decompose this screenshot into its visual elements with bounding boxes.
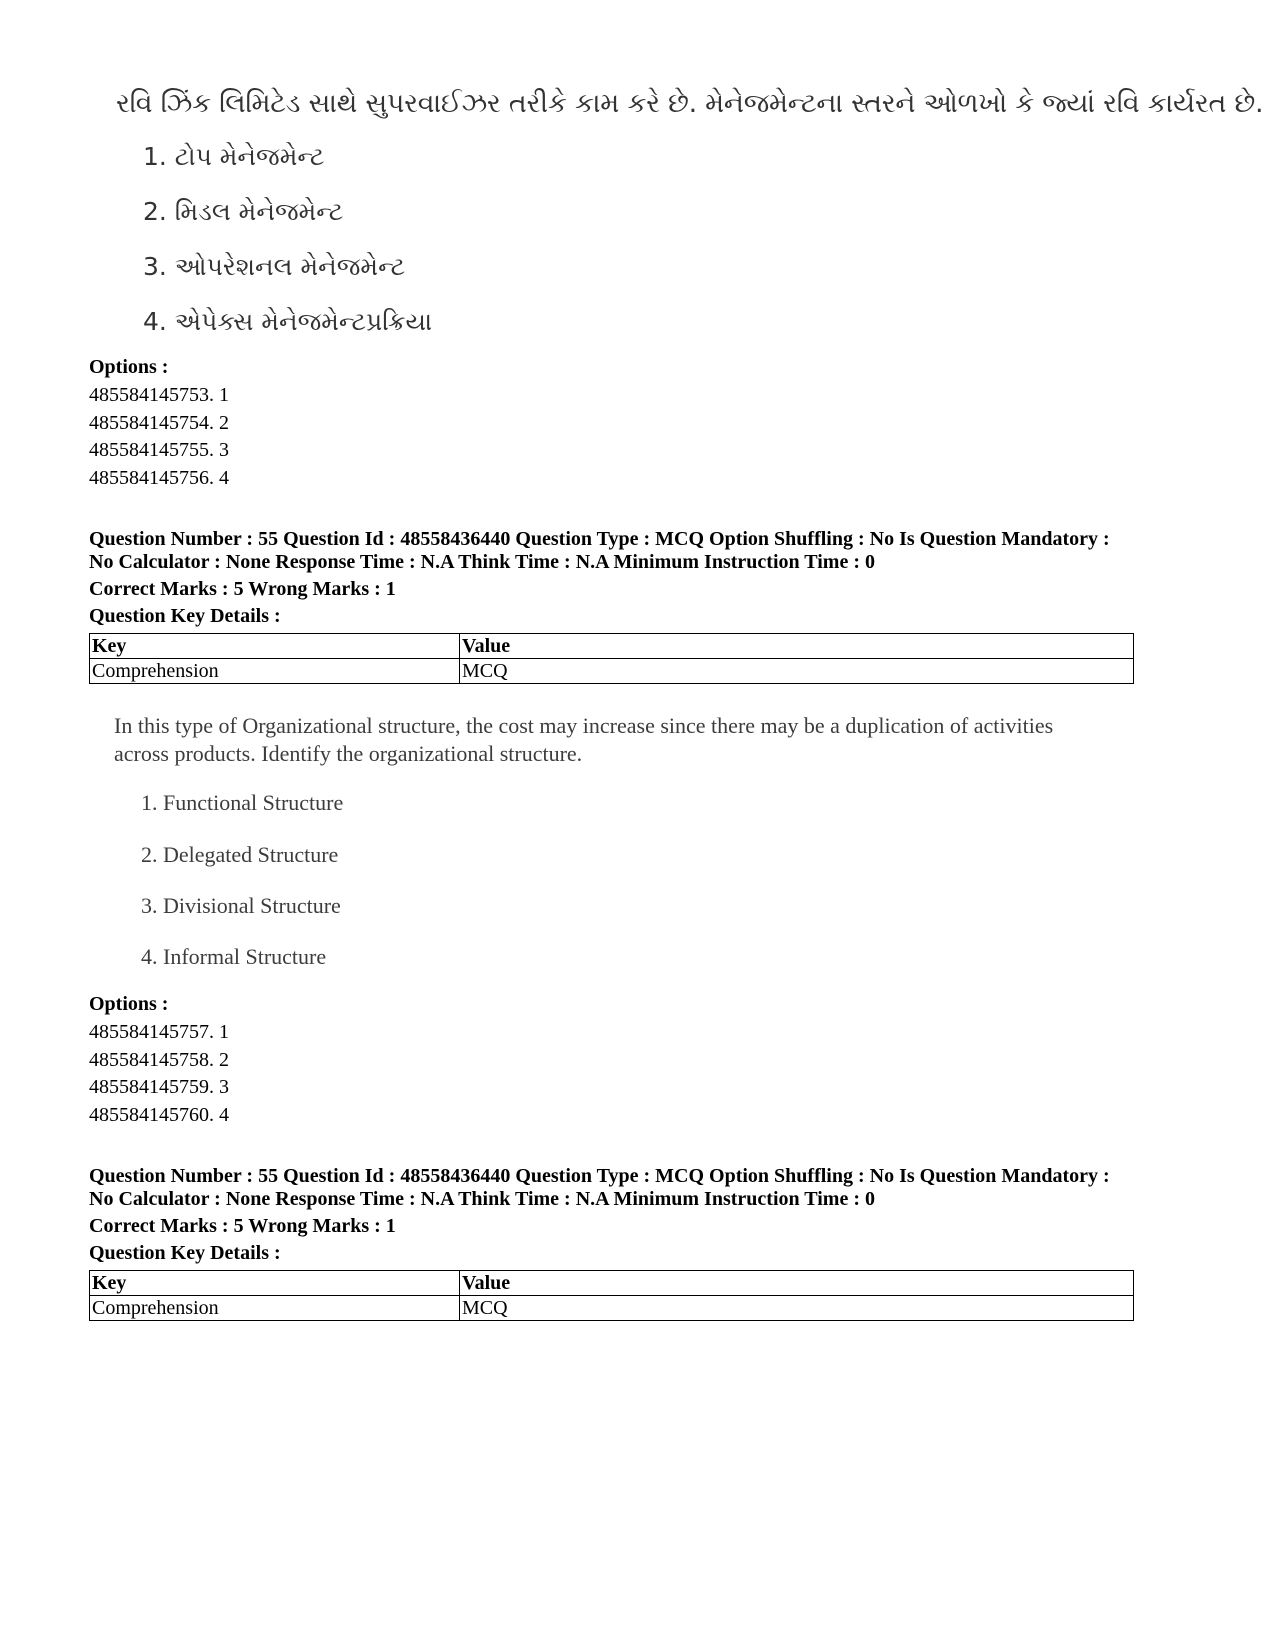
question-stem: રવિ ઝિંક લિમિટેડ સાથે સુપરવાઈઝર તરીકે કામ કરે છે. મેનેજમેન્ટના સ્તરને ઓળખો કે જ્યાં રવિ કાર્યરત છે. bbox=[116, 88, 1264, 119]
question-choice: 1. Functional Structure bbox=[141, 790, 344, 815]
meta-line: No Calculator : None Response Time : N.A Think Time : N.A Minimum Instruction Time : 0 bbox=[89, 1188, 875, 1210]
option-item: 485584145760. 4 bbox=[89, 1103, 229, 1126]
option-item: 485584145756. 4 bbox=[89, 466, 229, 489]
key-details-heading: Question Key Details : bbox=[89, 1242, 281, 1264]
question-choice: 2. Delegated Structure bbox=[141, 842, 339, 867]
option-item: 485584145754. 2 bbox=[89, 411, 229, 434]
meta-line: Question Number : 55 Question Id : 48558436440 Question Type : MCQ Option Shuffling : No Is Question Mandatory : bbox=[89, 1165, 1110, 1187]
question-image-english bbox=[114, 712, 1114, 982]
marks-line: Correct Marks : 5 Wrong Marks : 1 bbox=[89, 578, 396, 600]
table-cell: Comprehension bbox=[90, 1296, 460, 1321]
question-choice: 4. Informal Structure bbox=[141, 944, 327, 969]
question-choice: 1. ટોપ મેનેજમેન્ટ bbox=[143, 142, 325, 171]
table-header-row bbox=[90, 634, 1134, 659]
key-details-heading: Question Key Details : bbox=[89, 605, 281, 627]
meta-line: Question Number : 55 Question Id : 48558436440 Question Type : MCQ Option Shuffling : No Is Question Mandatory : bbox=[89, 528, 1110, 550]
table-header-cell: Value bbox=[460, 1271, 1134, 1296]
question-stem: In this type of Organizational structure, the cost may increase since there may be a duplication of activities across products. Identify the organizational structure. bbox=[114, 713, 1054, 766]
options-heading: Options : bbox=[89, 993, 169, 1015]
table-cell: MCQ bbox=[460, 659, 1134, 684]
table-header-cell: Key bbox=[90, 634, 460, 659]
question-choice: 2. મિડલ મેનેજમેન્ટ bbox=[143, 197, 344, 226]
table-header-cell: Value bbox=[460, 634, 1134, 659]
option-item: 485584145758. 2 bbox=[89, 1048, 229, 1071]
question-key-table bbox=[89, 1270, 1134, 1321]
option-item: 485584145759. 3 bbox=[89, 1076, 229, 1098]
table-header-row bbox=[90, 1271, 1134, 1296]
meta-line: No Calculator : None Response Time : N.A Think Time : N.A Minimum Instruction Time : 0 bbox=[89, 551, 875, 573]
options-list bbox=[89, 382, 229, 492]
table-row bbox=[90, 1296, 1134, 1321]
question-choice: 3. ઓપરેશનલ મેનેજમેન્ટ bbox=[143, 252, 406, 281]
question-choice: 4. એપેક્સ મેનેજમેન્ટપ્રક્રિયા bbox=[143, 307, 433, 336]
question-meta bbox=[89, 528, 1189, 628]
marks-line: Correct Marks : 5 Wrong Marks : 1 bbox=[89, 1215, 396, 1237]
question-meta bbox=[89, 1165, 1189, 1265]
options-heading: Options : bbox=[89, 356, 169, 378]
question-image-gujarati bbox=[116, 80, 1264, 360]
option-item: 485584145755. 3 bbox=[89, 439, 229, 461]
table-cell: Comprehension bbox=[90, 659, 460, 684]
table-cell: MCQ bbox=[460, 1296, 1134, 1321]
question-key-table bbox=[89, 633, 1134, 684]
options-list bbox=[89, 1019, 229, 1129]
table-header-cell: Key bbox=[90, 1271, 460, 1296]
option-item: 485584145753. 1 bbox=[89, 384, 229, 406]
question-choice: 3. Divisional Structure bbox=[141, 893, 341, 918]
option-item: 485584145757. 1 bbox=[89, 1021, 229, 1043]
table-row bbox=[90, 659, 1134, 684]
